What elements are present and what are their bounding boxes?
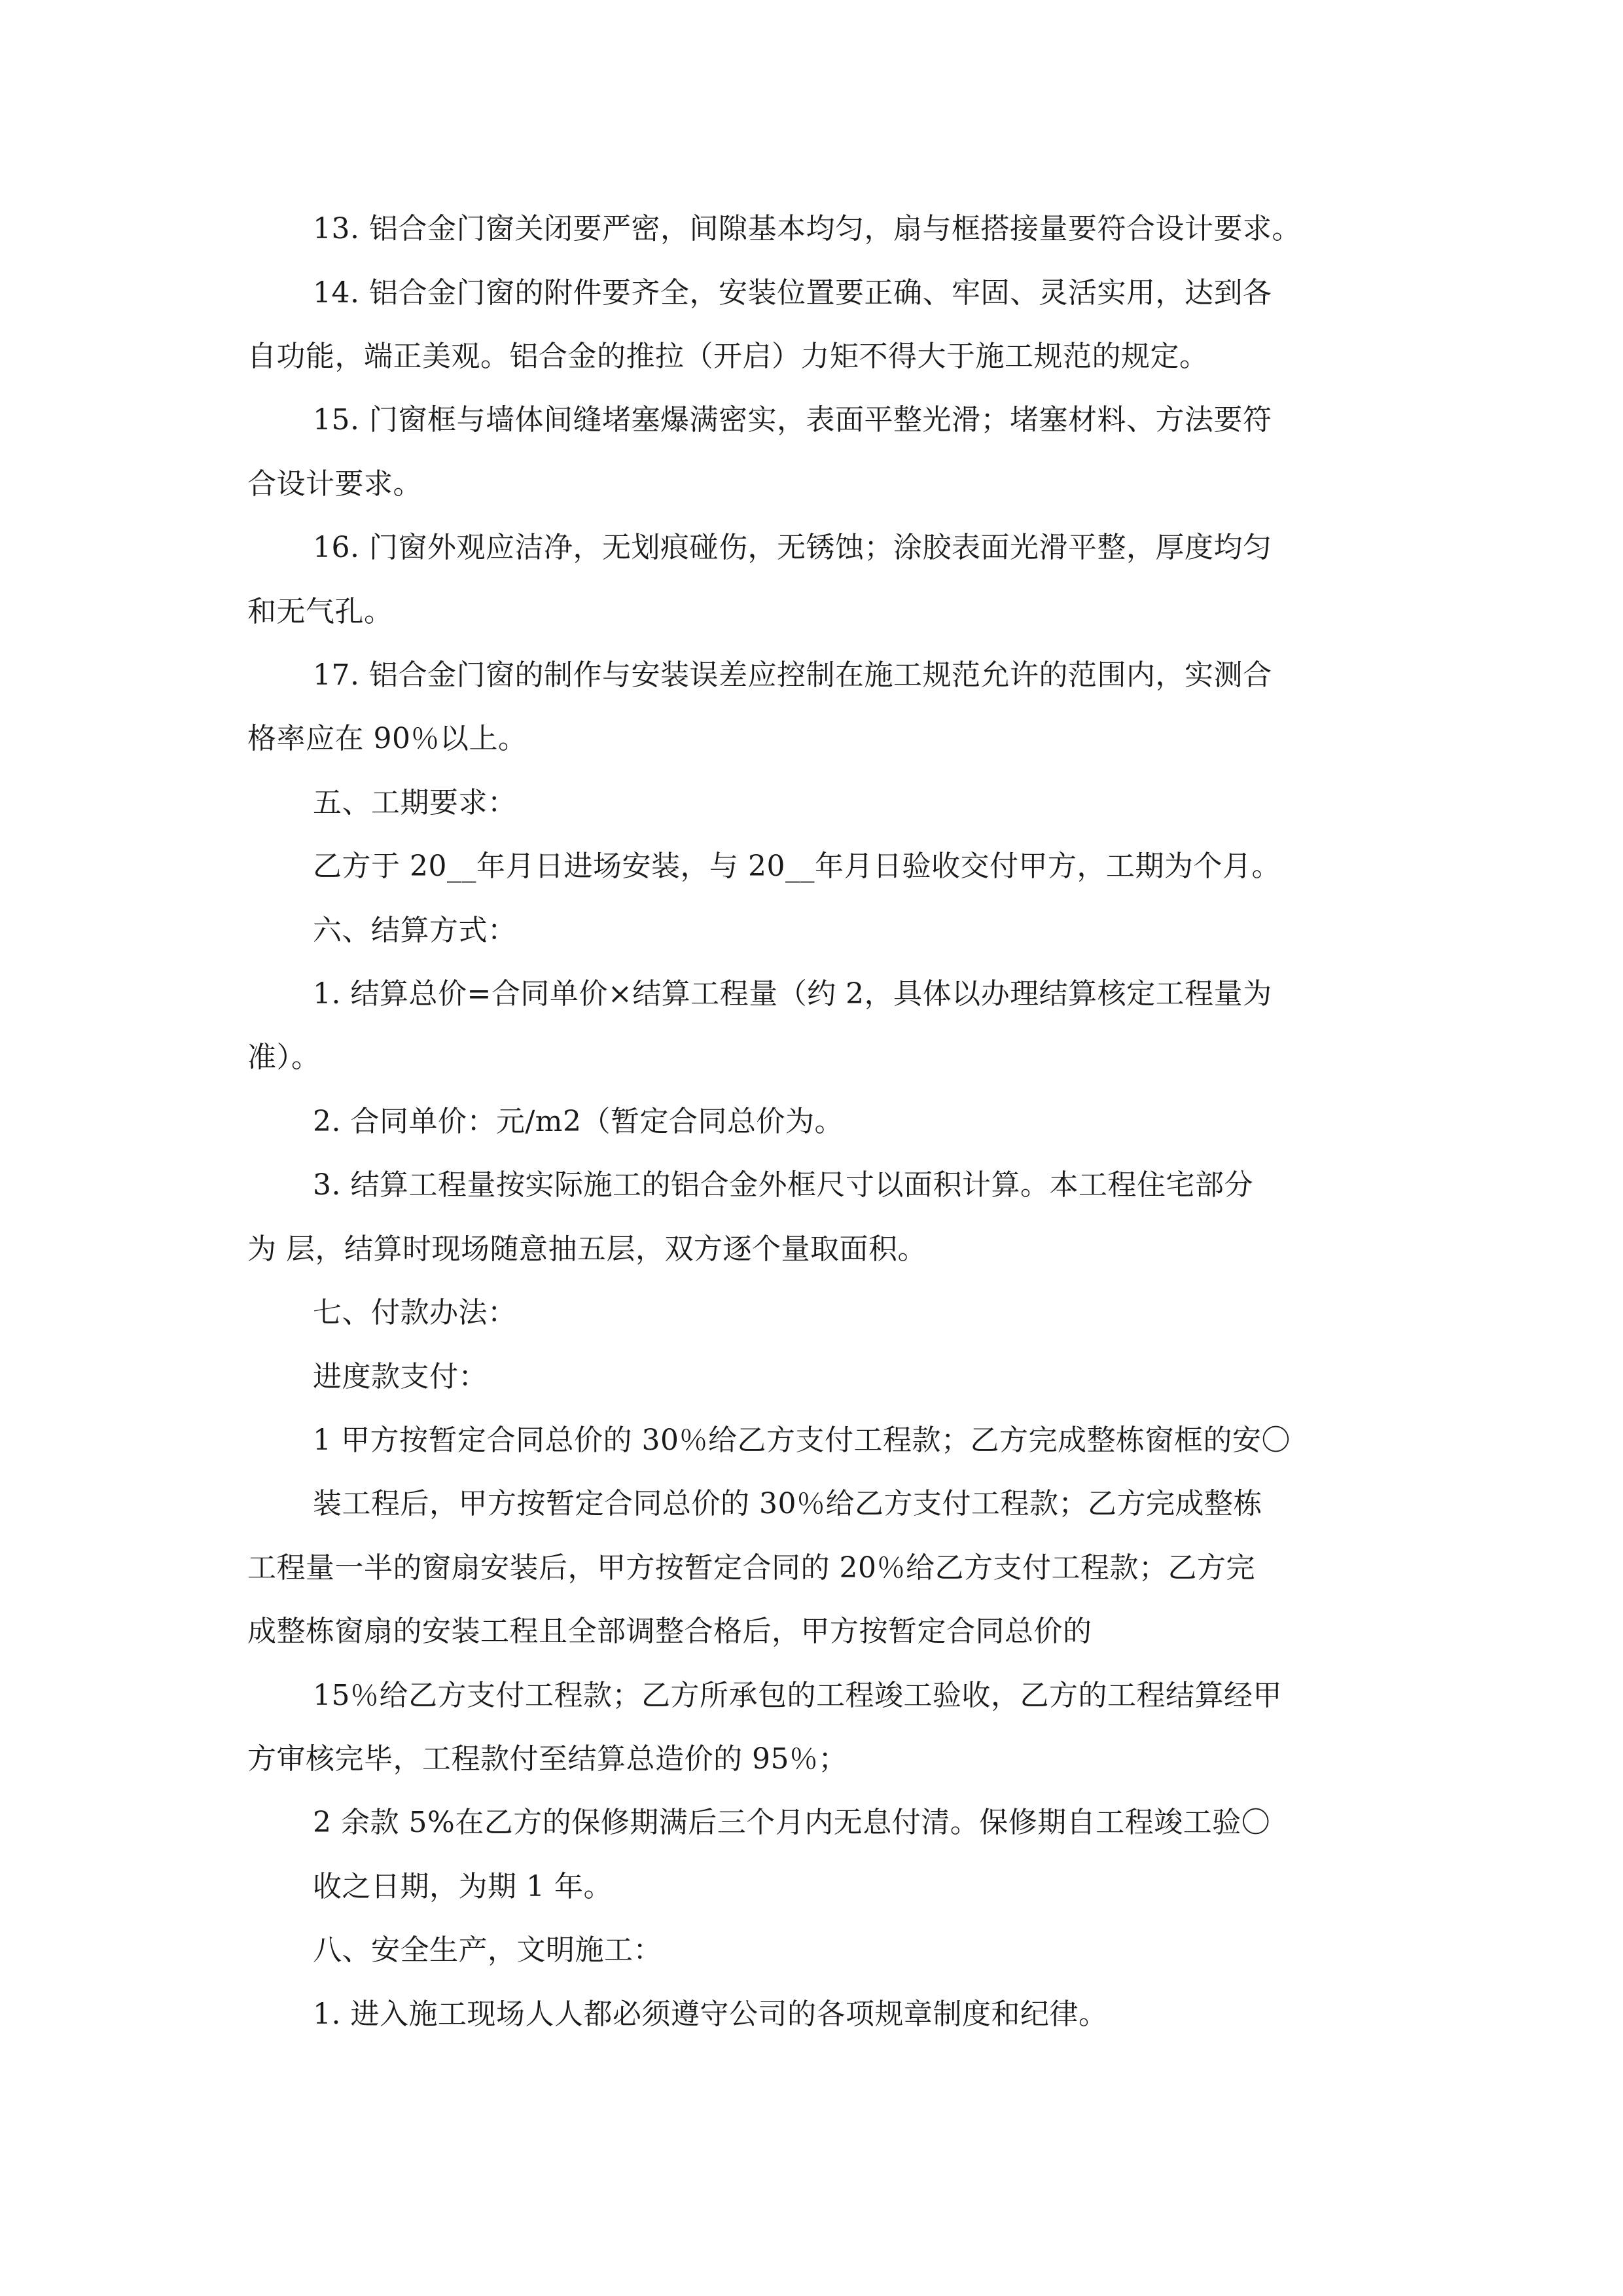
- section-8-heading: 八、安全生产，文明施工：: [313, 1933, 662, 1967]
- payment-2-line-2: 收之日期，为期 1 年。: [313, 1870, 613, 1903]
- clause-17-line-1: 17. 铝合金门窗的制作与安装误差应控制在施工规范允许的范围内，实测合: [313, 658, 1272, 692]
- payment-1-line-6: 方审核完毕，工程款付至结算总造价的 95％；: [247, 1742, 847, 1776]
- safety-1: 1. 进入施工现场人人都必须遵守公司的各项规章制度和纪律。: [313, 1998, 1108, 2031]
- clause-13-line-1: 13. 铝合金门窗关闭要严密，间隙基本均匀，扇与框搭接量要符合设计要求。: [313, 212, 1301, 245]
- clause-15-line-1: 15. 门窗框与墙体间缝堵塞爆满密实，表面平整光滑；堵塞材料、方法要符: [313, 403, 1272, 437]
- payment-1-line-4: 成整栋窗扇的安装工程且全部调整合格后，甲方按暂定合同总价的: [247, 1615, 1092, 1648]
- section-7-heading: 七、付款办法：: [313, 1296, 517, 1329]
- settlement-1-line-2: 准）。: [247, 1041, 321, 1074]
- clause-17-line-2: 格率应在 90％以上。: [247, 722, 527, 755]
- section-6-heading: 六、结算方式：: [313, 914, 517, 947]
- payment-2-line-1: 2 余款 5%在乙方的保修期满后三个月内无息付清。保修期自工程竣工验〇: [313, 1806, 1271, 1839]
- schedule-text: 乙方于 20__年月日进场安装，与 20__年月日验收交付甲方，工期为个月。: [313, 850, 1281, 883]
- payment-1-line-1: 1 甲方按暂定合同总价的 30％给乙方支付工程款；乙方完成整栋窗框的安〇: [313, 1424, 1291, 1457]
- payment-1-line-2: 装工程后，甲方按暂定合同总价的 30％给乙方支付工程款；乙方完成整栋: [313, 1487, 1262, 1520]
- clause-14-line-2: 自功能，端正美观。铝合金的推拉（开启）力矩不得大于施工规范的规定。: [247, 340, 1209, 373]
- clause-14-line-1: 14. 铝合金门窗的附件要齐全，安装位置要正确、牢固、灵活实用，达到各: [313, 276, 1272, 310]
- clause-16-line-2: 和无气孔。: [247, 595, 393, 628]
- settlement-3-line-1: 3. 结算工程量按实际施工的铝合金外框尺寸以面积计算。本工程住宅部分: [313, 1168, 1253, 1202]
- settlement-3-line-2: 为 层，结算时现场随意抽五层，双方逐个量取面积。: [247, 1232, 927, 1266]
- clause-16-line-1: 16. 门窗外观应洁净，无划痕碰伤，无锈蚀；涂胶表面光滑平整，厚度均匀: [313, 531, 1272, 564]
- settlement-2: 2. 合同单价：元/m2（暂定合同总价为。: [313, 1105, 844, 1138]
- progress-payment-heading: 进度款支付：: [313, 1360, 488, 1393]
- clause-15-line-2: 合设计要求。: [247, 467, 422, 501]
- settlement-1-line-1: 1. 结算总价=合同单价×结算工程量（约 2，具体以办理结算核定工程量为: [313, 977, 1272, 1011]
- section-5-heading: 五、工期要求：: [313, 786, 517, 819]
- payment-1-line-5: 15％给乙方支付工程款；乙方所承包的工程竣工验收，乙方的工程结算经甲: [313, 1679, 1282, 1712]
- payment-1-line-3: 工程量一半的窗扇安装后，甲方按暂定合同的 20％给乙方支付工程款；乙方完: [247, 1551, 1255, 1585]
